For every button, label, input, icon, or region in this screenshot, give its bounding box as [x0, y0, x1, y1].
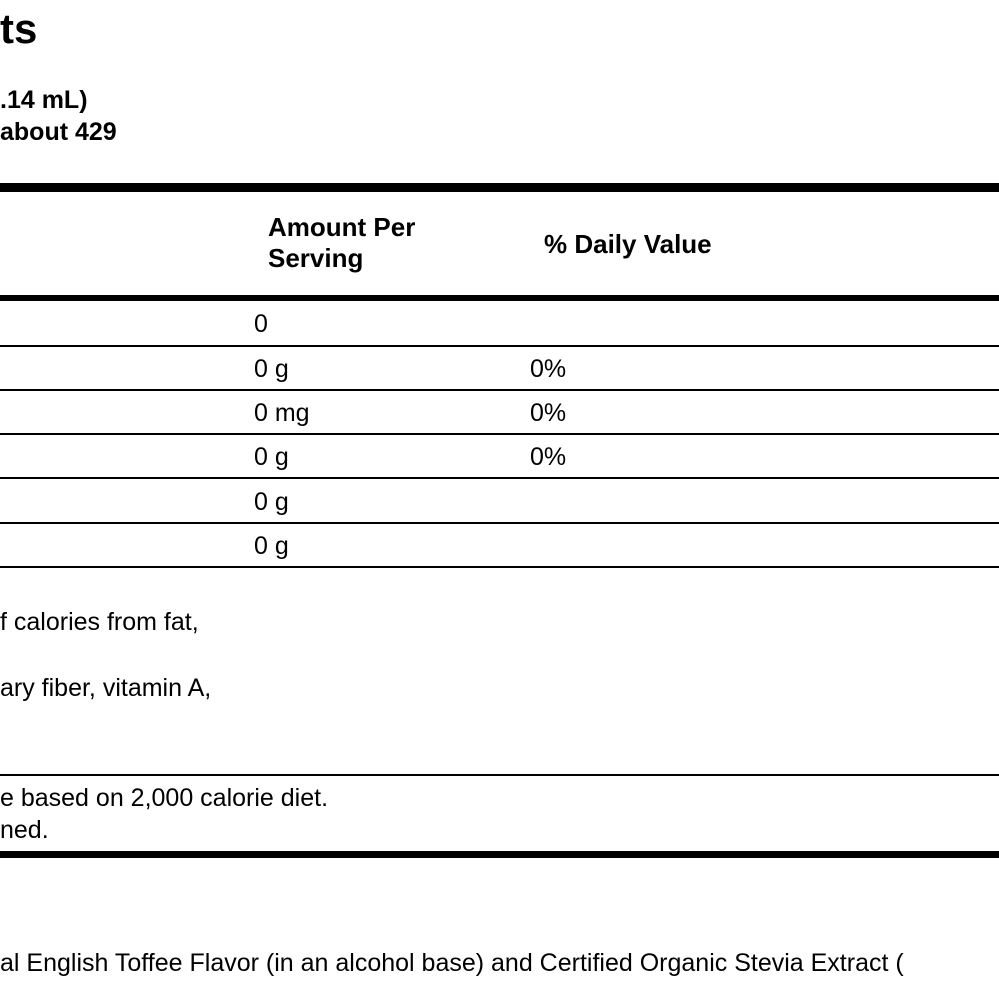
row-divider [0, 433, 999, 435]
serving-size: .14 mL) [0, 86, 88, 114]
insignificant-note-line-2: ary fiber, vitamin A, [0, 674, 212, 702]
thick-rule-top [0, 183, 999, 192]
row-divider [0, 389, 999, 391]
column-header-amount [268, 212, 415, 273]
daily-value-footnote-line-1: e based on 2,000 calorie diet. [0, 784, 329, 812]
row-divider [0, 345, 999, 347]
daily-value-footnote-line-2: ned. [0, 816, 49, 844]
ingredients-text: al English Toffee Flavor (in an alcohol base) and Certified Organic Stevia Extract ( [0, 949, 904, 977]
insignificant-note-line-1: f calories from fat, [0, 608, 199, 636]
row-6-amount: 0 g [254, 532, 289, 560]
thick-rule-bottom [0, 851, 999, 858]
label-title: ts [0, 5, 38, 52]
servings-per-container: about 429 [0, 118, 117, 146]
column-header-amount-line1: Amount Per [268, 212, 416, 242]
row-divider [0, 477, 999, 479]
row-4-daily-value: 0% [530, 443, 567, 471]
header-rule [0, 295, 999, 301]
row-2-amount: 0 g [254, 355, 289, 383]
row-2-daily-value: 0% [530, 355, 567, 383]
row-3-daily-value: 0% [530, 399, 567, 427]
row-3-amount: 0 mg [254, 399, 310, 427]
row-5-amount: 0 g [254, 488, 289, 516]
row-divider [0, 566, 999, 568]
row-4-amount: 0 g [254, 443, 289, 471]
row-1-amount: 0 [254, 310, 268, 338]
column-header-amount-line2: Serving [268, 242, 364, 273]
column-header-daily-value: % Daily Value [544, 229, 712, 259]
footnote-rule [0, 774, 999, 776]
row-divider [0, 522, 999, 524]
